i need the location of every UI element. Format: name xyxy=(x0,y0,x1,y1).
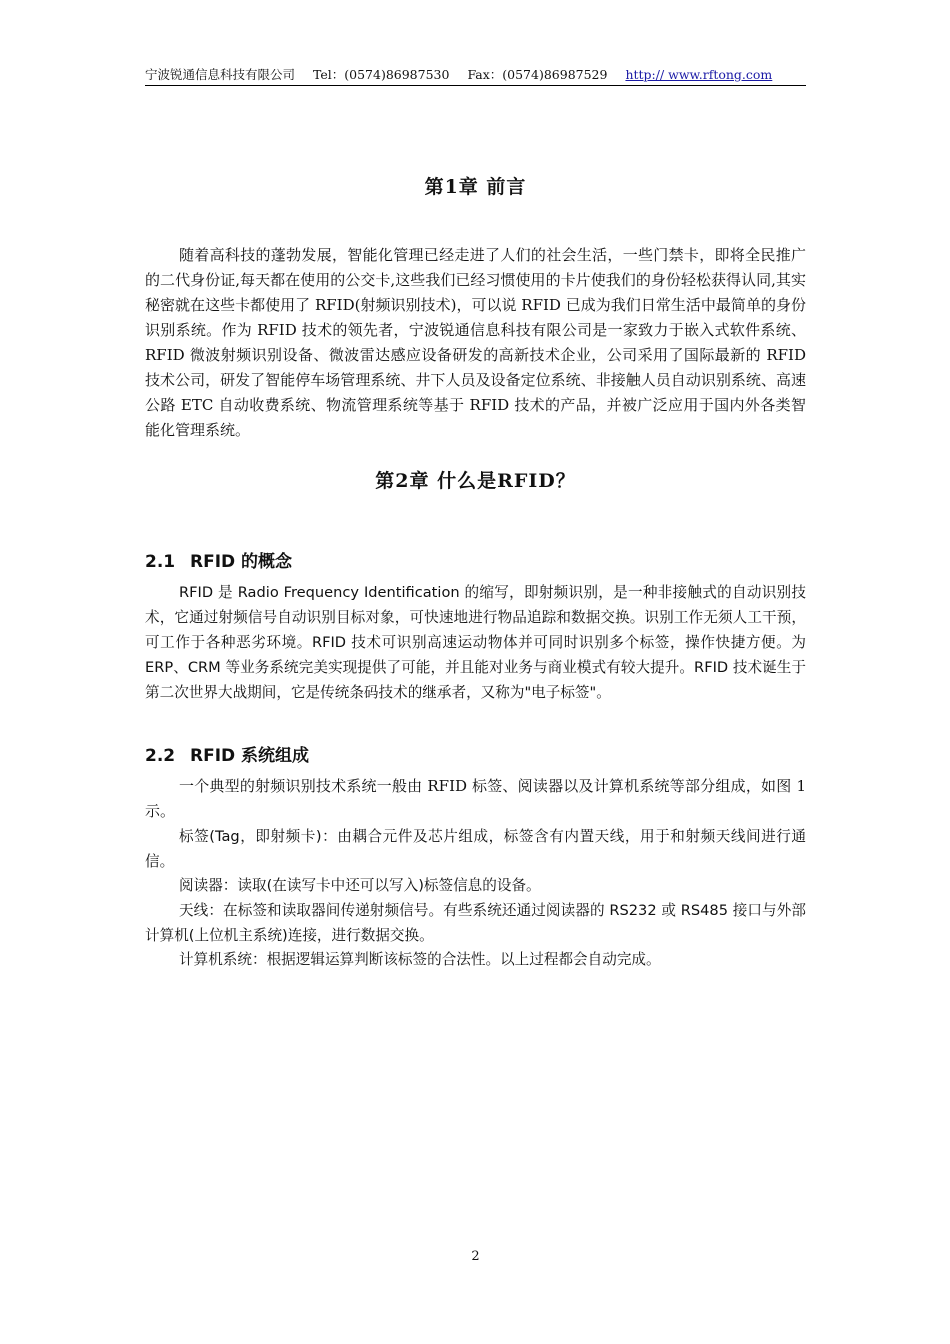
section-2-2-paragraph-1: 一个典型的射频识别技术系统一般由 RFID 标签、阅读器以及计算机系统等部分组成，如图 1 示。 xyxy=(145,777,806,820)
section-2-2-paragraph-4: 天线：在标签和读取器间传递射频信号。有些系统还通过阅读器的 RS232 或 RS485 接口与外部计算机(上位机主系统)连接，进行数据交换。 xyxy=(145,902,806,944)
header-tel: Tel：(0574)86987530 xyxy=(313,67,450,82)
section-2-1-heading xyxy=(145,547,806,572)
chapter2-title: 第2章 什么是RFID？ xyxy=(375,470,576,492)
section-2-1-paragraph: RFID 是 Radio Frequency Identification 的缩写，即射频识别，是一种非接触式的自动识别技术，它通过射频信号自动识别目标对象，可快速地进行物品追踪和数据交换。识别工作无须人工干预，可工作于各种恶劣环境。RFID 技术可识别高速运动物体并可同时识别多个标签，操作快捷方便。为 ERP、CRM 等业务系统完美实现提供了可能，并且能对业务与商业模式有较大提升。RFID 技术诞生于第二次世界大战期间，它是传统条码技术的继承者，又称为"电子标签"。 xyxy=(145,584,806,701)
section-2-2-number: 2.2 xyxy=(145,746,176,766)
chapter1-paragraph: 随着高科技的蓬勃发展，智能化管理已经走进了人们的社会生活，一些门禁卡，即将全民推广的二代身份证,每天都在使用的公交卡,这些我们已经习惯使用的卡片使我们的身份轻松获得认同,其实秘密就在这些卡都使用了 RFID(射频识别技术)，可以说 RFID 已成为我们日常生活中最简单的身份识别系统。作为 RFID 技术的领先者，宁波锐通信息科技有限公司是一家致力于嵌入式软件系统、RFID 微波射频识别设备、微波雷达感应设备研发的高新技术企业，公司采用了国际最新的 RFID 技术公司，研发了智能停车场管理系统、井下人员及设备定位系统、非接触人员自动识别系统、高速公路 ETC 自动收费系统、物流管理系统等基于 RFID 技术的产品，并被广泛应用于国内外各类智能化管理系统。 xyxy=(145,246,806,439)
header-company: 宁波锐通信息科技有限公司 xyxy=(145,67,296,82)
header-divider xyxy=(145,85,806,86)
chapter1-title: 第1章 前言 xyxy=(424,176,527,198)
section-2-2-paragraph-2: 标签(Tag，即射频卡)：由耦合元件及芯片组成，标签含有内置天线，用于和射频天线间进行通信。 xyxy=(145,828,806,870)
section-2-2-title: RFID 系统组成 xyxy=(190,746,310,766)
header-website-link[interactable]: http:// www.rftong.com xyxy=(625,67,773,82)
page-header xyxy=(145,66,806,84)
section-2-2-heading xyxy=(145,741,806,766)
section-2-1-title: RFID 的概念 xyxy=(190,552,293,572)
header-fax: Fax：(0574)86987529 xyxy=(467,67,608,82)
section-2-2-paragraph-5: 计算机系统：根据逻辑运算判断该标签的合法性。以上过程都会自动完成。 xyxy=(179,951,661,968)
section-2-1-number: 2.1 xyxy=(145,552,176,572)
page-number: 2 xyxy=(471,1249,480,1264)
section-2-2-paragraph-3: 阅读器：读取(在读写卡中还可以写入)标签信息的设备。 xyxy=(179,877,541,894)
